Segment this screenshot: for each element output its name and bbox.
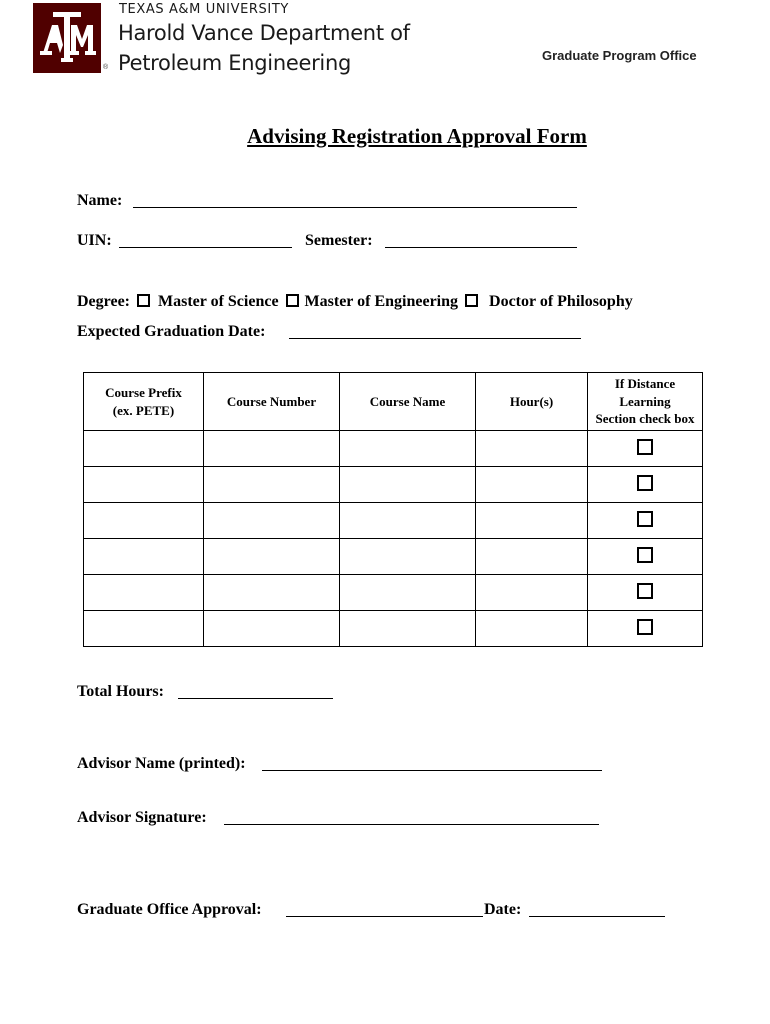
dl-cell — [588, 503, 703, 539]
number-cell[interactable] — [204, 431, 340, 467]
ms-option-label: Master of Science — [158, 293, 279, 310]
uin-label: UIN: — [77, 232, 112, 249]
course-table — [83, 372, 703, 647]
date-label: Date: — [484, 901, 522, 918]
name-field[interactable] — [133, 207, 577, 208]
hours-cell[interactable] — [476, 503, 588, 539]
dl-cell — [588, 539, 703, 575]
ms-checkbox[interactable] — [137, 294, 150, 307]
registered-mark: ® — [103, 64, 109, 71]
graduate-approval-label: Graduate Office Approval: — [77, 901, 262, 918]
advisor-signature-field[interactable] — [224, 824, 599, 825]
university-name: TEXAS A&M UNIVERSITY — [119, 2, 289, 17]
distance-learning-checkbox[interactable] — [637, 547, 653, 563]
prefix-cell[interactable] — [84, 503, 204, 539]
dl-cell — [588, 611, 703, 647]
header-dl-line1: If Distance — [614, 376, 676, 392]
degree-label: Degree: — [77, 293, 130, 310]
distance-learning-checkbox[interactable] — [637, 619, 653, 635]
phd-option-label: Doctor of Philosophy — [489, 293, 633, 310]
header-course-prefix — [84, 373, 204, 431]
table-row — [84, 539, 703, 575]
graduation-field[interactable] — [289, 338, 581, 339]
name-cell[interactable] — [340, 611, 476, 647]
table-row — [84, 611, 703, 647]
department-name-line1: Harold Vance Department of — [118, 21, 410, 45]
number-cell[interactable] — [204, 611, 340, 647]
header-hours: Hour(s) — [476, 373, 588, 431]
atm-logo-icon — [33, 3, 101, 73]
department-name-line2: Petroleum Engineering — [118, 51, 351, 75]
tamu-logo — [33, 3, 101, 73]
graduate-approval-field[interactable] — [286, 916, 483, 917]
header-dl-line2: Learning — [619, 393, 671, 409]
header-course-name: Course Name — [340, 373, 476, 431]
table-row — [84, 431, 703, 467]
semester-label: Semester: — [305, 232, 373, 249]
prefix-cell[interactable] — [84, 467, 204, 503]
hours-cell[interactable] — [476, 539, 588, 575]
meng-checkbox[interactable] — [286, 294, 299, 307]
table-row — [84, 503, 703, 539]
name-cell[interactable] — [340, 431, 476, 467]
name-cell[interactable] — [340, 503, 476, 539]
semester-field[interactable] — [385, 247, 577, 248]
dl-cell — [588, 467, 703, 503]
header-course-prefix-line2: (ex. PETE) — [112, 402, 175, 418]
hours-cell[interactable] — [476, 611, 588, 647]
name-cell[interactable] — [340, 539, 476, 575]
meng-option-label: Master of Engineering — [304, 293, 459, 310]
advisor-name-label: Advisor Name (printed): — [77, 755, 246, 772]
number-cell[interactable] — [204, 539, 340, 575]
table-row — [84, 467, 703, 503]
header-course-prefix-line1: Course Prefix — [105, 384, 182, 400]
advisor-signature-label: Advisor Signature: — [77, 809, 207, 826]
prefix-cell[interactable] — [84, 611, 204, 647]
name-cell[interactable] — [340, 575, 476, 611]
distance-learning-checkbox[interactable] — [637, 583, 653, 599]
distance-learning-checkbox[interactable] — [637, 439, 653, 455]
name-cell[interactable] — [340, 467, 476, 503]
hours-cell[interactable] — [476, 431, 588, 467]
prefix-cell[interactable] — [84, 539, 204, 575]
table-row — [84, 575, 703, 611]
distance-learning-checkbox[interactable] — [637, 475, 653, 491]
total-hours-label: Total Hours: — [77, 683, 164, 700]
date-field[interactable] — [529, 916, 665, 917]
dl-cell — [588, 575, 703, 611]
uin-field[interactable] — [119, 247, 292, 248]
number-cell[interactable] — [204, 575, 340, 611]
hours-cell[interactable] — [476, 467, 588, 503]
distance-learning-checkbox[interactable] — [637, 511, 653, 527]
header-distance-learning — [588, 373, 703, 431]
phd-checkbox[interactable] — [465, 294, 478, 307]
header-dl-line3: Section check box — [595, 411, 695, 427]
name-label: Name: — [77, 192, 123, 209]
prefix-cell[interactable] — [84, 431, 204, 467]
advisor-name-field[interactable] — [262, 770, 602, 771]
dl-cell — [588, 431, 703, 467]
office-name: Graduate Program Office — [542, 48, 697, 63]
number-cell[interactable] — [204, 467, 340, 503]
total-hours-field[interactable] — [178, 698, 333, 699]
degree-row — [77, 293, 633, 311]
hours-cell[interactable] — [476, 575, 588, 611]
prefix-cell[interactable] — [84, 575, 204, 611]
number-cell[interactable] — [204, 503, 340, 539]
form-title: Advising Registration Approval Form — [247, 124, 587, 148]
graduation-label: Expected Graduation Date: — [77, 323, 266, 340]
header-course-number: Course Number — [204, 373, 340, 431]
